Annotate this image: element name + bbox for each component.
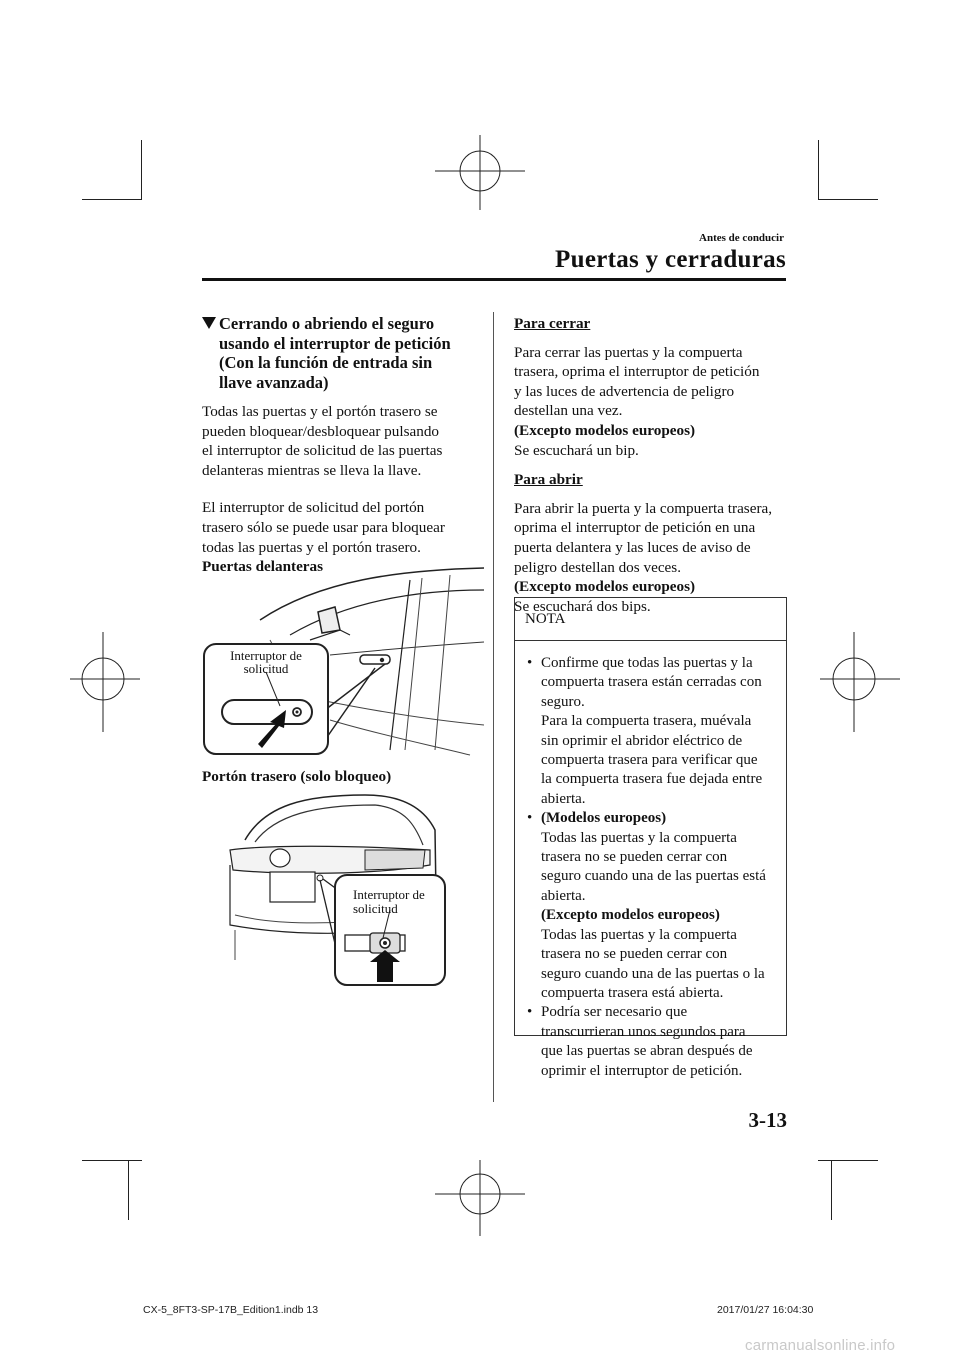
front-door-illustration xyxy=(200,560,486,760)
section-title: Cerrando o abriendo el seguro usando el interruptor de petición (Con la función de entrada sin llave avanzada) xyxy=(202,314,484,392)
svg-text:solicitud: solicitud xyxy=(353,901,398,916)
paragraph-2: El interruptor de solicitud del portón trasero sólo se puede usar para bloquear todas las puertas y el portón trasero. Puertas delanteras xyxy=(202,498,484,576)
bullet-icon: • xyxy=(527,1004,533,1021)
crop-mark xyxy=(831,1160,832,1220)
section-header-title: Puertas y cerraduras xyxy=(555,246,786,273)
front-doors-label: Puertas delanteras xyxy=(202,558,324,576)
callout-interruptor-front: Interruptor de xyxy=(230,648,302,663)
bullet-icon: • xyxy=(527,655,533,671)
paragraph-1: Todas las puertas y el portón trasero se pueden bloquear/desbloquear pulsando el interruptor de solicitud de las puertas delanteras mientras se lleva la llave. xyxy=(202,403,443,479)
note-item: • (Modelos europeos) Todas las puertas y la compuerta trasera no se pueden cerrar con seguro cuando una de las puertas está abierta. (Excepto modelos europeos) Todas las puertas y la compuerta trasera no se pueden cerrar con seguro cuando una de las puertas o la compuerta trasera está abierta. xyxy=(527,810,766,1001)
registration-mark xyxy=(435,1160,525,1240)
rear-gate-illustration xyxy=(225,790,450,990)
header-rule xyxy=(202,278,786,281)
registration-mark xyxy=(820,632,900,742)
chapter-label: Antes de conducir xyxy=(699,232,784,244)
footer-filename: CX-5_8FT3-SP-17B_Edition1.indb 13 xyxy=(143,1304,319,1316)
footer-timestamp: 2017/01/27 16:04:30 xyxy=(717,1304,814,1316)
crop-mark xyxy=(818,199,878,200)
crop-mark xyxy=(128,1160,129,1220)
close-heading: Para cerrar xyxy=(514,315,591,332)
bullet-icon: • xyxy=(527,810,533,827)
left-column xyxy=(202,314,484,577)
note-title: NOTA xyxy=(515,598,786,641)
crop-mark xyxy=(818,1160,878,1161)
column-divider xyxy=(493,312,494,1102)
right-column: Para cerrar Para cerrar las puertas y la compuerta trasera, oprima el interruptor de petición y las luces de advertencia de peligro destellan una vez. (Excepto modelos europeos) Se escuchará un bip. Para abrir Para abrir la puerta y la compuerta trasera, oprima el interruptor de petición en una puerta delantera y las luces de aviso de peligro destellan dos veces. (Excepto modelos europeos) Se escuchará dos bips. xyxy=(514,314,786,616)
crop-mark xyxy=(82,199,142,200)
note-box xyxy=(514,597,787,1079)
note-item: • Podría ser necesario que transcurrieran unos segundos para que las puertas se abran después de oprimir el interruptor de petición. xyxy=(527,1004,753,1079)
page-number: 3-13 xyxy=(748,1108,787,1132)
rear-gate-label: Portón trasero (solo bloqueo) xyxy=(202,768,392,785)
callout-interruptor-rear: Interruptor de xyxy=(353,887,425,902)
registration-mark xyxy=(435,130,525,220)
registration-mark xyxy=(70,632,140,742)
open-heading: Para abrir xyxy=(514,471,583,489)
svg-text:solicitud: solicitud xyxy=(243,661,289,676)
crop-mark xyxy=(82,1160,142,1161)
triangle-marker-icon xyxy=(202,317,216,329)
crop-mark xyxy=(818,140,819,200)
watermark: carmanualsonline.info xyxy=(745,1337,896,1354)
crop-mark xyxy=(141,140,142,200)
note-item: • Confirme que todas las puertas y la compuerta trasera están cerradas con seguro. Para la compuerta trasera, muévala sin oprimir el abridor eléctrico de compuerta trasera para verificar que la compuerta trasera fue dejada entre abierta. xyxy=(527,655,763,807)
